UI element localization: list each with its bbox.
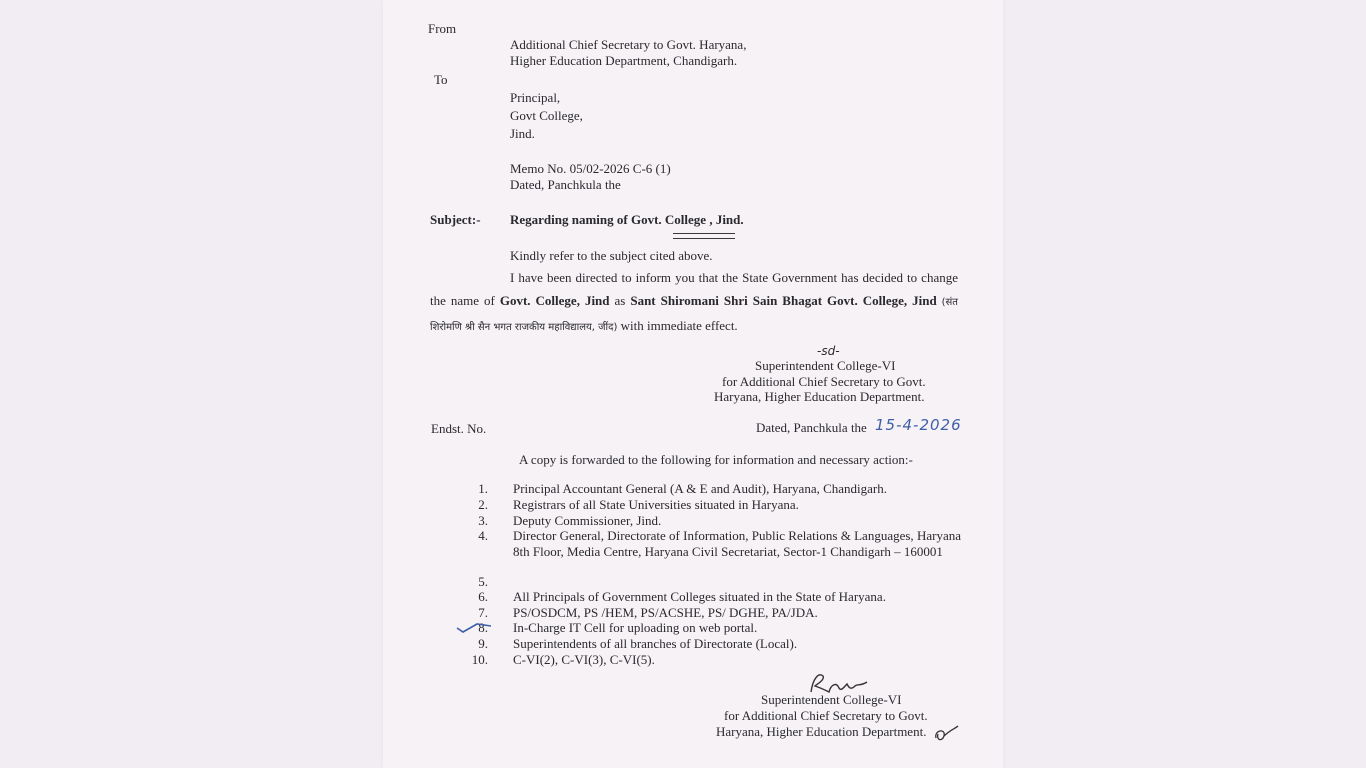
- list-number: 1.: [478, 481, 488, 496]
- list-number: 7.: [478, 605, 488, 620]
- to-line-3: Jind.: [510, 126, 535, 141]
- signature-1-line-2: for Additional Chief Secretary to Govt.: [722, 374, 926, 389]
- list-number: 9.: [478, 636, 488, 651]
- old-college-name: Govt. College, Jind: [499, 293, 610, 308]
- list-item: Director General, Directorate of Information, Public Relations & Languages, Haryana 8th Floor, Media Centre, Haryana Civil Secretariat, Sector-1 Chandigarh – 160001: [513, 528, 961, 559]
- endst-dated: Dated, Panchkula the: [756, 420, 867, 435]
- list-item: In-Charge IT Cell for uploading on web portal.: [513, 620, 758, 635]
- memo-dated: Dated, Panchkula the: [510, 177, 621, 192]
- list-item: C-VI(2), C-VI(3), C-VI(5).: [513, 652, 655, 667]
- hindi-college-name: (संत शिरोमणि श्री सैन भगत राजकीय महाविद्यालय, जींद): [430, 297, 958, 333]
- from-line-1: Additional Chief Secretary to Govt. Haryana,: [510, 37, 747, 52]
- memo-number: Memo No. 05/02-2026 C-6 (1): [510, 161, 671, 176]
- handwritten-signature-icon: [805, 668, 875, 698]
- signature-1-line-3: Haryana, Higher Education Department.: [714, 389, 925, 404]
- blue-tick-mark-icon: [455, 618, 495, 636]
- signature-2-line-3: Haryana, Higher Education Department.: [716, 724, 927, 739]
- list-item: Superintendents of all branches of Directorate (Local).: [513, 636, 798, 651]
- handwritten-signature-sd: -sd-: [817, 344, 840, 358]
- handwritten-date: 15-4-2026: [875, 416, 962, 434]
- list-number: 4.: [478, 528, 488, 543]
- list-item: Registrars of all State Universities situated in Haryana.: [513, 497, 799, 512]
- signature-2-line-1: Superintendent College-VI: [761, 692, 902, 707]
- subject-underline: [673, 233, 735, 239]
- list-number: 2.: [478, 497, 488, 512]
- to-label: To: [434, 72, 448, 87]
- body-paragraph-2: [430, 266, 958, 339]
- endst-label: Endst. No.: [431, 421, 487, 436]
- copy-forward-text: A copy is forwarded to the following for information and necessary action:-: [519, 452, 913, 467]
- body-text-end: with immediate effect.: [617, 318, 738, 333]
- from-line-2: Higher Education Department, Chandigarh.: [510, 53, 738, 68]
- body-paragraph-1: Kindly refer to the subject cited above.: [510, 248, 713, 263]
- list-number: 3.: [478, 513, 488, 528]
- list-item: Deputy Commissioner, Jind.: [513, 513, 662, 528]
- to-line-2: Govt College,: [510, 108, 583, 123]
- to-line-1: Principal,: [510, 90, 561, 105]
- body-text: I have been directed to inform you that the State Government has decided to change the name of: [430, 270, 958, 308]
- signature-1-line-1: Superintendent College-VI: [755, 358, 896, 373]
- from-label: From: [428, 21, 457, 36]
- list-item: PS/OSDCM, PS /HEM, PS/ACSHE, PS/ DGHE, PA/JDA.: [513, 605, 818, 620]
- list-item: Principal Accountant General (A & E and Audit), Haryana, Chandigarh.: [513, 481, 888, 496]
- list-number: 5.: [478, 574, 488, 589]
- list-number: 10.: [471, 652, 488, 667]
- list-number: 8.: [478, 620, 488, 635]
- subject-label: Subject:-: [430, 212, 481, 227]
- signature-2-line-2: for Additional Chief Secretary to Govt.: [724, 708, 928, 723]
- new-college-name: Sant Shiromani Shri Sain Bhagat Govt. College, Jind: [630, 293, 937, 308]
- initials-mark-icon: [930, 724, 962, 748]
- list-number: 6.: [478, 589, 488, 604]
- list-item: All Principals of Government Colleges situated in the State of Haryana.: [513, 589, 886, 604]
- subject-text: Regarding naming of Govt. College , Jind.: [510, 212, 744, 227]
- body-text-as: as: [609, 293, 631, 308]
